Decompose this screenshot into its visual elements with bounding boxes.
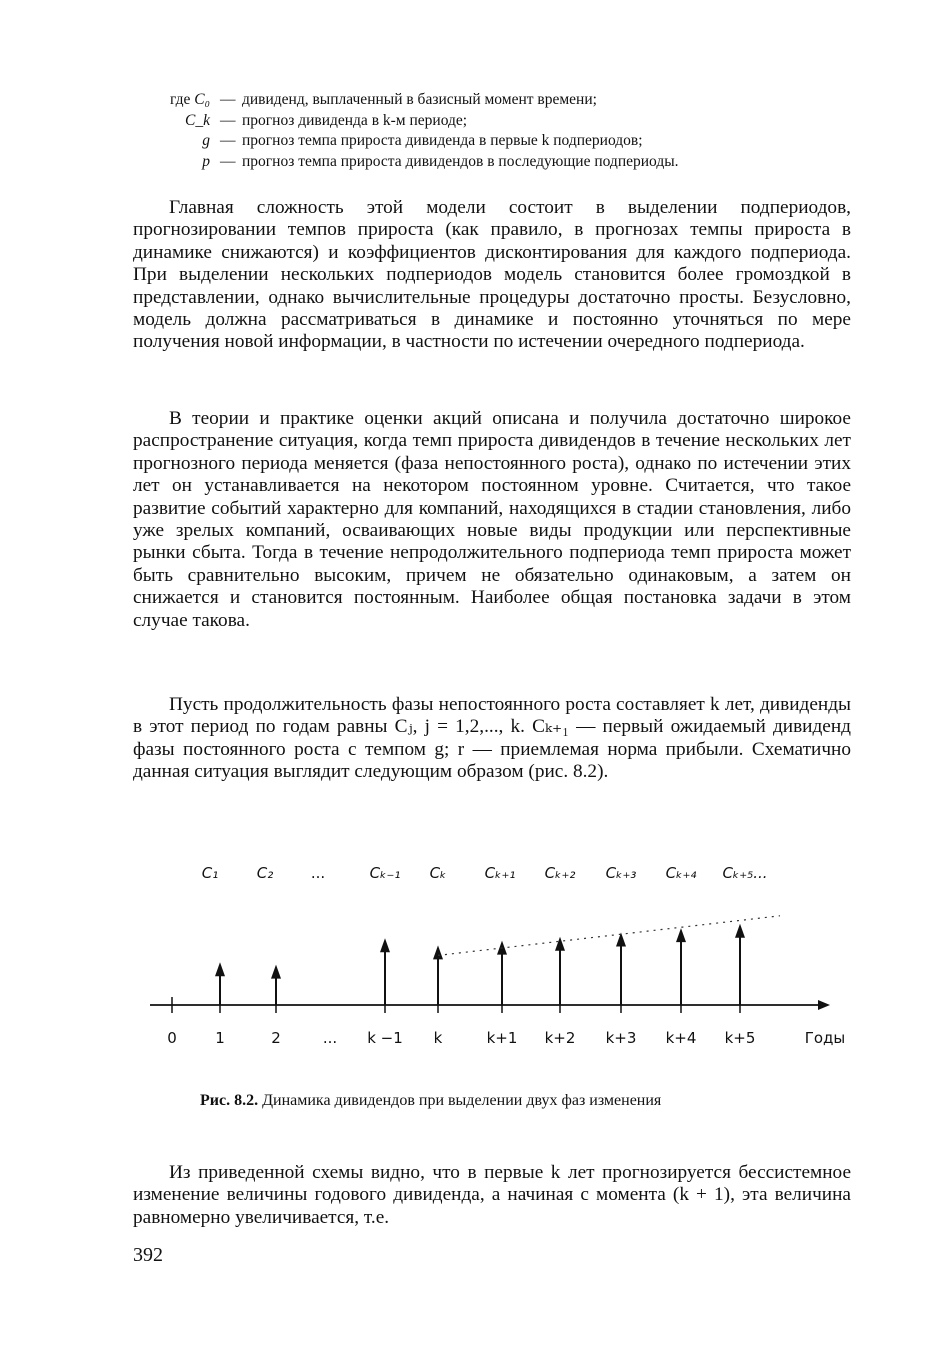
dividend-arrowhead <box>271 965 281 979</box>
definition-dash: — <box>220 111 236 129</box>
trend-line <box>438 916 780 956</box>
paragraph: В теории и практике оценки акций описана и получила достаточно широкое распространение ситуация, когда темп прироста дивидендов в течение нескольких лет прогнозного периода меняется (фаза непостоянного роста), однако по истечении этих лет он устанавливается на некотором постоянном уровне. Считается, что такое развитие событий характерно для компаний, находящихся в стадии становления, либо уже зрелых компаний, осваивающих новые виды продукции или перспективные рынки сбыта. Тогда в течение непродолжительного подпериода темп прироста может быть сравнительно высоким, причем не обязательно одинаковым, а затем он снижается и становится постоянным. Наиболее общая постановка задачи в этом случае такова. <box>133 408 851 631</box>
definition-row <box>138 131 838 152</box>
top-dividend-label: Cₖ₊₅... <box>722 864 768 882</box>
dividend-arrowhead <box>555 937 565 951</box>
axis-label: Годы <box>804 1029 846 1047</box>
axis-label: k+1 <box>486 1029 518 1047</box>
axis-label: k <box>433 1029 443 1047</box>
axis-label: k+2 <box>544 1029 576 1047</box>
axis-label: 0 <box>167 1029 177 1047</box>
definition-text: прогноз темпа прироста дивидендов в последующие подпериоды. <box>242 152 679 170</box>
axis-label: k+3 <box>605 1029 637 1047</box>
paragraph: Из приведенной схемы видно, что в первые k лет прогнозируется бессистемное изменение величины годового дивиденда, а начиная с момента (k + 1), эта величина равномерно увеличивается, т.е. <box>133 1162 851 1228</box>
figure-caption <box>200 1092 800 1110</box>
definition-row <box>138 111 838 132</box>
definition-symbol: p <box>202 152 210 170</box>
symbol-definitions <box>138 90 838 172</box>
definition-row <box>138 152 838 173</box>
axis-label: ... <box>322 1029 338 1047</box>
top-dividend-label: Cₖ₋₁ <box>369 864 401 882</box>
dividend-arrowhead <box>433 945 443 959</box>
definition-row <box>138 90 838 111</box>
figure-canvas <box>140 850 860 1060</box>
definition-dash: — <box>220 132 236 149</box>
axis-label: k −1 <box>367 1029 403 1047</box>
definition-text: прогноз темпа прироста дивиденда в первые k подпериодов; <box>242 132 643 149</box>
caption-text: Динамика дивидендов при выделении двух фаз изменения <box>262 1092 662 1109</box>
definition-text: прогноз дивиденда в k-м периоде; <box>242 111 468 129</box>
dividend-arrowhead <box>380 938 390 952</box>
top-dividend-label: C₁ <box>201 864 219 882</box>
page-number: 392 <box>133 1244 163 1266</box>
dividend-arrowhead <box>616 932 626 946</box>
dividend-arrowhead <box>735 924 745 938</box>
axis-label: 2 <box>271 1029 281 1047</box>
definition-symbol: g <box>202 132 210 149</box>
definition-dash: — <box>220 91 236 108</box>
caption-prefix: Рис. 8.2. <box>200 1092 259 1109</box>
paragraph: Главная сложность этой модели состоит в выделении подпериодов, прогнозировании темпов прироста (как правило, в прогнозах темпы прироста в динамике снижаются) и коэффициентов дисконтирования для каждого подпериода. При выделении нескольких подпериодов модель становится более громоздкой в представлении, однако вычислительные процедуры достаточно просты. Безусловно, модель должна рассматриваться в динамике и постоянно уточняться по мере получения новой информации, в частности по истечении очередного подпериода. <box>133 197 851 353</box>
top-dividend-label: Cₖ₊₄ <box>665 864 697 882</box>
dividend-arrowhead <box>676 928 686 942</box>
definition-symbol: C_k <box>185 111 210 129</box>
paragraph: Пусть продолжительность фазы непостоянного роста составляет k лет, дивиденды в этот период по годам равны Cⱼ, j = 1,2,..., k. Cₖ₊₁ — первый ожидаемый дивиденд фазы постоянного роста с темпом g; r — приемлемая норма прибыли. Схематично данная ситуация выглядит следующим образом (рис. 8.2). <box>133 694 851 783</box>
top-dividend-label: Cₖ <box>429 864 447 882</box>
definition-text: дивиденд, выплаченный в базисный момент времени; <box>242 91 597 108</box>
axis-arrowhead <box>818 1000 830 1010</box>
axis-label: k+4 <box>665 1029 697 1047</box>
dividend-arrowhead <box>215 962 225 976</box>
top-dividend-label: C₂ <box>256 864 274 882</box>
axis-label: 1 <box>215 1029 225 1047</box>
top-dividend-label: Cₖ₊₂ <box>544 864 576 882</box>
definition-dash: — <box>220 152 236 170</box>
definition-symbol: где C₀ <box>170 91 210 108</box>
top-dividend-label: Cₖ₊₃ <box>605 864 637 882</box>
top-dividend-label: ... <box>310 864 326 882</box>
top-dividend-label: Cₖ₊₁ <box>484 864 516 882</box>
dividend-timeline-figure <box>140 850 860 1060</box>
axis-label: k+5 <box>724 1029 756 1047</box>
